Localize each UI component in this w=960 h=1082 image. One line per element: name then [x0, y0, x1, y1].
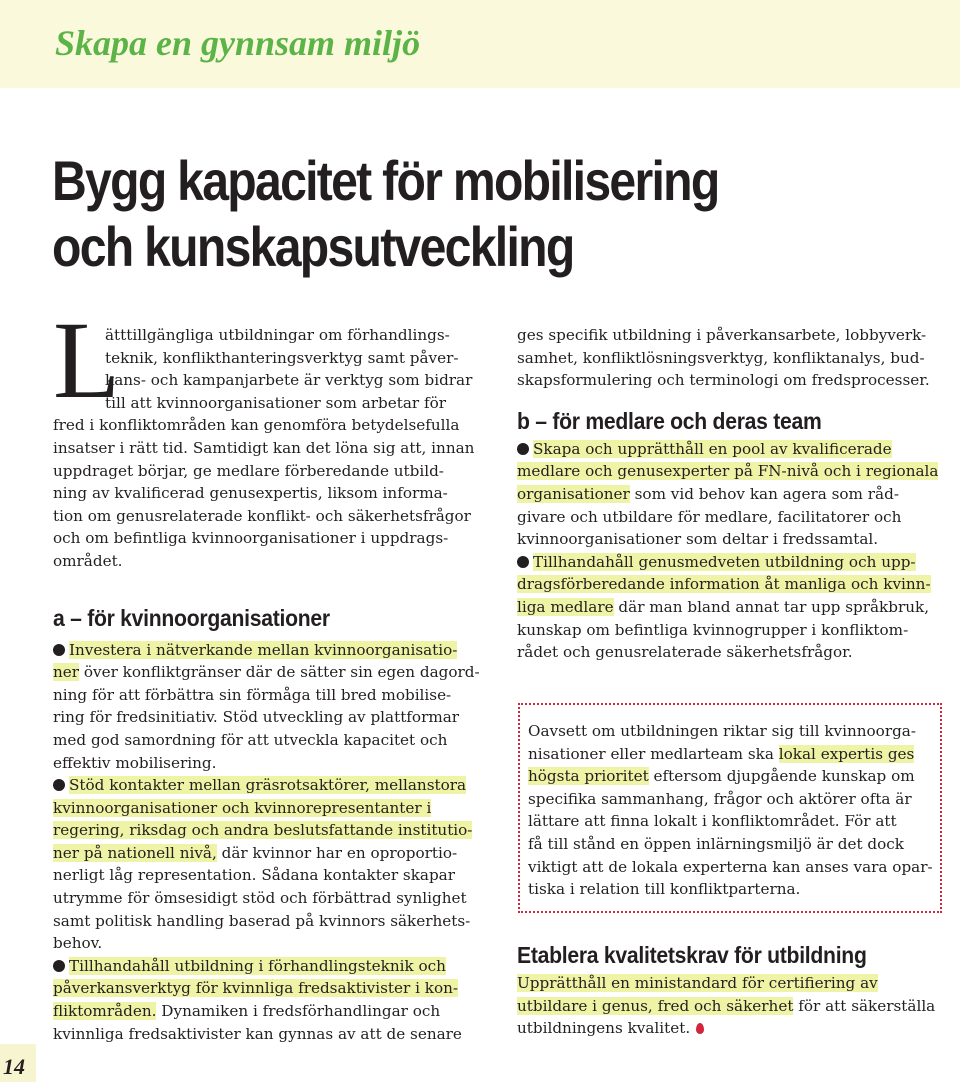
body-text: där kvinnor har en oproportio-: [216, 843, 458, 862]
body-text: eftersom djupgående kunskap om: [648, 767, 915, 786]
body-text: nisationer eller medlarteam ska: [528, 744, 779, 763]
text-line: [53, 1000, 493, 1023]
text-line: [517, 573, 957, 596]
text-line: [53, 819, 493, 842]
body-text: ning för att förbättra sin förmåga till bred mobilise-: [53, 685, 452, 704]
text-line: [517, 596, 957, 619]
page-title-line-1: Bygg kapacitet för mobilisering: [52, 149, 719, 212]
text-line: [53, 1023, 493, 1046]
body-text: få till stånd en öppen inlärningsmiljö är det dock: [528, 834, 904, 853]
bullet-icon: [517, 443, 529, 455]
intro-paragraph: [53, 324, 493, 573]
intro-line: ning av kvalificerad genusexpertis, liksom informa-: [53, 484, 448, 503]
body-text: Dynamiken i fredsförhandlingar och: [156, 1002, 441, 1021]
body-text: över konfliktgränser där de sätter sin egen dagord-: [79, 663, 480, 682]
highlighted-text: Tillhandahåll utbildning i förhandlingsteknik och: [69, 956, 446, 975]
intro-line: teknik, konflikthanteringsverktyg samt påver-: [105, 348, 459, 367]
quality-body: [517, 972, 957, 1040]
callout-text: [528, 720, 933, 901]
page-number: 14: [3, 1054, 25, 1079]
text-line: [53, 684, 493, 707]
text-line: [517, 483, 957, 506]
section-title: Skapa en gynnsam miljö: [55, 23, 421, 63]
text-line: [53, 864, 493, 887]
intro-line: fred i konfliktområden kan genomföra betydelsefulla: [53, 416, 460, 435]
highlighted-text: lokal expertis ges: [778, 744, 915, 763]
intro-line: tion om genusrelaterade konflikt- och säkerhetsfrågor: [53, 506, 471, 525]
text-line: [517, 995, 957, 1018]
body-text: lättare att finna lokalt i konfliktområdet. För att: [528, 812, 897, 831]
highlighted-text: utbildare i genus, fred och säkerhet: [517, 996, 794, 1015]
body-text: där man bland annat tar upp språkbruk,: [613, 597, 930, 616]
section-b-body: [517, 438, 957, 664]
left-column: [53, 324, 493, 1045]
intro-line: kans- och kampanjarbete är verktyg som bidrar: [105, 371, 473, 390]
right-intro-line: skapsformulering och terminologi om fredsprocesser.: [517, 371, 930, 390]
text-line: [53, 639, 493, 662]
quality-heading: Etablera kvalitetskrav för utbildning: [517, 942, 867, 968]
bullet-icon: [53, 779, 65, 791]
quality-section: [517, 940, 957, 1040]
text-line: [53, 729, 493, 752]
section-b-heading: b – för medlare och deras team: [517, 407, 822, 434]
text-line: [53, 774, 493, 797]
right-column: [517, 324, 957, 664]
end-mark-icon: [696, 1023, 704, 1034]
highlighted-text: ner: [53, 663, 80, 682]
highlighted-text: Stöd kontakter mellan gräsrotsaktörer, mellanstora: [69, 776, 467, 795]
callout-line: [528, 743, 933, 766]
text-line: [517, 551, 957, 574]
body-text: samt politisk handling baserad på kvinnors säkerhets-: [53, 911, 471, 930]
body-text: givare och utbildare för medlare, facilitatorer och: [517, 507, 902, 526]
right-intro-line: ges specifik utbildning i påverkansarbete, lobbyverk-: [517, 326, 927, 344]
callout-line: [528, 856, 933, 879]
highlighted-text: högsta prioritet: [528, 767, 649, 786]
body-text: kunskap om befintliga kvinnogrupper i konfliktom-: [517, 620, 909, 639]
highlighted-text: kvinnoorganisationer och kvinnorepresentanter i: [53, 798, 432, 817]
text-line: [517, 1017, 957, 1040]
highlighted-text: liga medlare: [517, 597, 614, 616]
text-line: [517, 506, 957, 529]
text-line: [517, 972, 957, 995]
highlighted-text: medlare och genusexperter på FN-nivå och i regionala: [517, 462, 939, 481]
body-text: rådet och genusrelaterade säkerhetsfrågor.: [517, 643, 853, 662]
body-text: nerligt låg representation. Sådana kontakter skapar: [53, 866, 455, 885]
body-text: utrymme för ömsesidigt stöd och förbättrad synlighet: [53, 889, 467, 908]
text-line: [517, 460, 957, 483]
body-text: effektiv mobilisering.: [53, 753, 217, 772]
text-line: [53, 752, 493, 775]
body-text: Oavsett om utbildningen riktar sig till kvinnoorga-: [528, 722, 916, 740]
text-line: [517, 528, 957, 551]
text-line: [517, 619, 957, 642]
highlighted-text: dragsförberedande information åt manliga och kvinn-: [517, 575, 931, 594]
callout-line: [528, 810, 933, 833]
intro-line: ätttillgängliga utbildningar om förhandlings-: [105, 326, 450, 344]
intro-line: insatser i rätt tid. Samtidigt kan det löna sig att, innan: [53, 438, 475, 457]
text-line: [53, 910, 493, 933]
highlighted-text: regering, riksdag och andra beslutsfattande institutio-: [53, 821, 473, 840]
text-line: [53, 797, 493, 820]
body-text: viktigt att de lokala experterna kan anses vara opar-: [528, 857, 933, 876]
section-a-body: [53, 639, 493, 1046]
highlighted-text: Investera i nätverkande mellan kvinnoorganisatio-: [69, 640, 458, 659]
text-line: [517, 641, 957, 664]
body-text: som vid behov kan agera som råd-: [629, 484, 899, 503]
highlighted-text: fliktområden.: [53, 1002, 157, 1021]
body-text: tiska i relation till konfliktparterna.: [528, 880, 801, 899]
right-intro-line: samhet, konfliktlösningsverktyg, konfliktanalys, bud-: [517, 348, 925, 367]
body-text: utbildningens kvalitet.: [517, 1019, 691, 1038]
intro-line: uppdraget börjar, ge medlare förberedande utbild-: [53, 461, 444, 480]
intro-line: till att kvinnoorganisationer som arbetar för: [105, 393, 447, 412]
text-line: [53, 955, 493, 978]
page-title-line-2: och kunskapsutveckling: [52, 215, 574, 278]
intro-line: området.: [53, 551, 123, 570]
text-line: [53, 887, 493, 910]
text-line: [53, 932, 493, 955]
text-line: [53, 842, 493, 865]
callout-line: [528, 878, 933, 901]
intro-line: och om befintliga kvinnoorganisationer i uppdrags-: [53, 529, 449, 548]
highlighted-text: Skapa och upprätthåll en pool av kvalificerade: [533, 439, 892, 458]
body-text: kvinnoorganisationer som deltar i fredssamtal.: [517, 530, 879, 549]
page-title: [52, 148, 809, 280]
callout-line: [528, 788, 933, 811]
body-text: kvinnliga fredsaktivister kan gynnas av att de senare: [53, 1024, 462, 1043]
callout-line: [528, 765, 933, 788]
highlighted-text: Tillhandahåll genusmedveten utbildning och upp-: [533, 552, 916, 571]
text-line: [53, 706, 493, 729]
drop-cap: L: [53, 299, 121, 421]
body-text: behov.: [53, 934, 103, 953]
section-a-heading: a – för kvinnoorganisationer: [53, 604, 330, 631]
text-line: [53, 661, 493, 684]
body-text: specifika sammanhang, frågor och aktörer ofta är: [528, 789, 912, 808]
bullet-icon: [517, 556, 529, 568]
bullet-icon: [53, 644, 65, 656]
highlighted-text: organisationer: [517, 484, 630, 503]
body-text: för att säkerställa: [793, 996, 936, 1015]
text-line: [53, 977, 493, 1000]
body-text: med god samordning för att utveckla kapacitet och: [53, 730, 448, 749]
highlighted-text: Upprätthåll en ministandard för certifiering av: [517, 974, 878, 992]
callout-line: [528, 833, 933, 856]
text-line: [517, 438, 957, 461]
highlighted-text: påverkansverktyg för kvinnliga fredsaktivister i kon-: [53, 979, 459, 998]
body-text: ring för fredsinitiativ. Stöd utveckling av plattformar: [53, 708, 460, 727]
bullet-icon: [53, 960, 65, 972]
callout-line: [528, 720, 933, 743]
highlighted-text: ner på nationell nivå,: [53, 843, 217, 862]
